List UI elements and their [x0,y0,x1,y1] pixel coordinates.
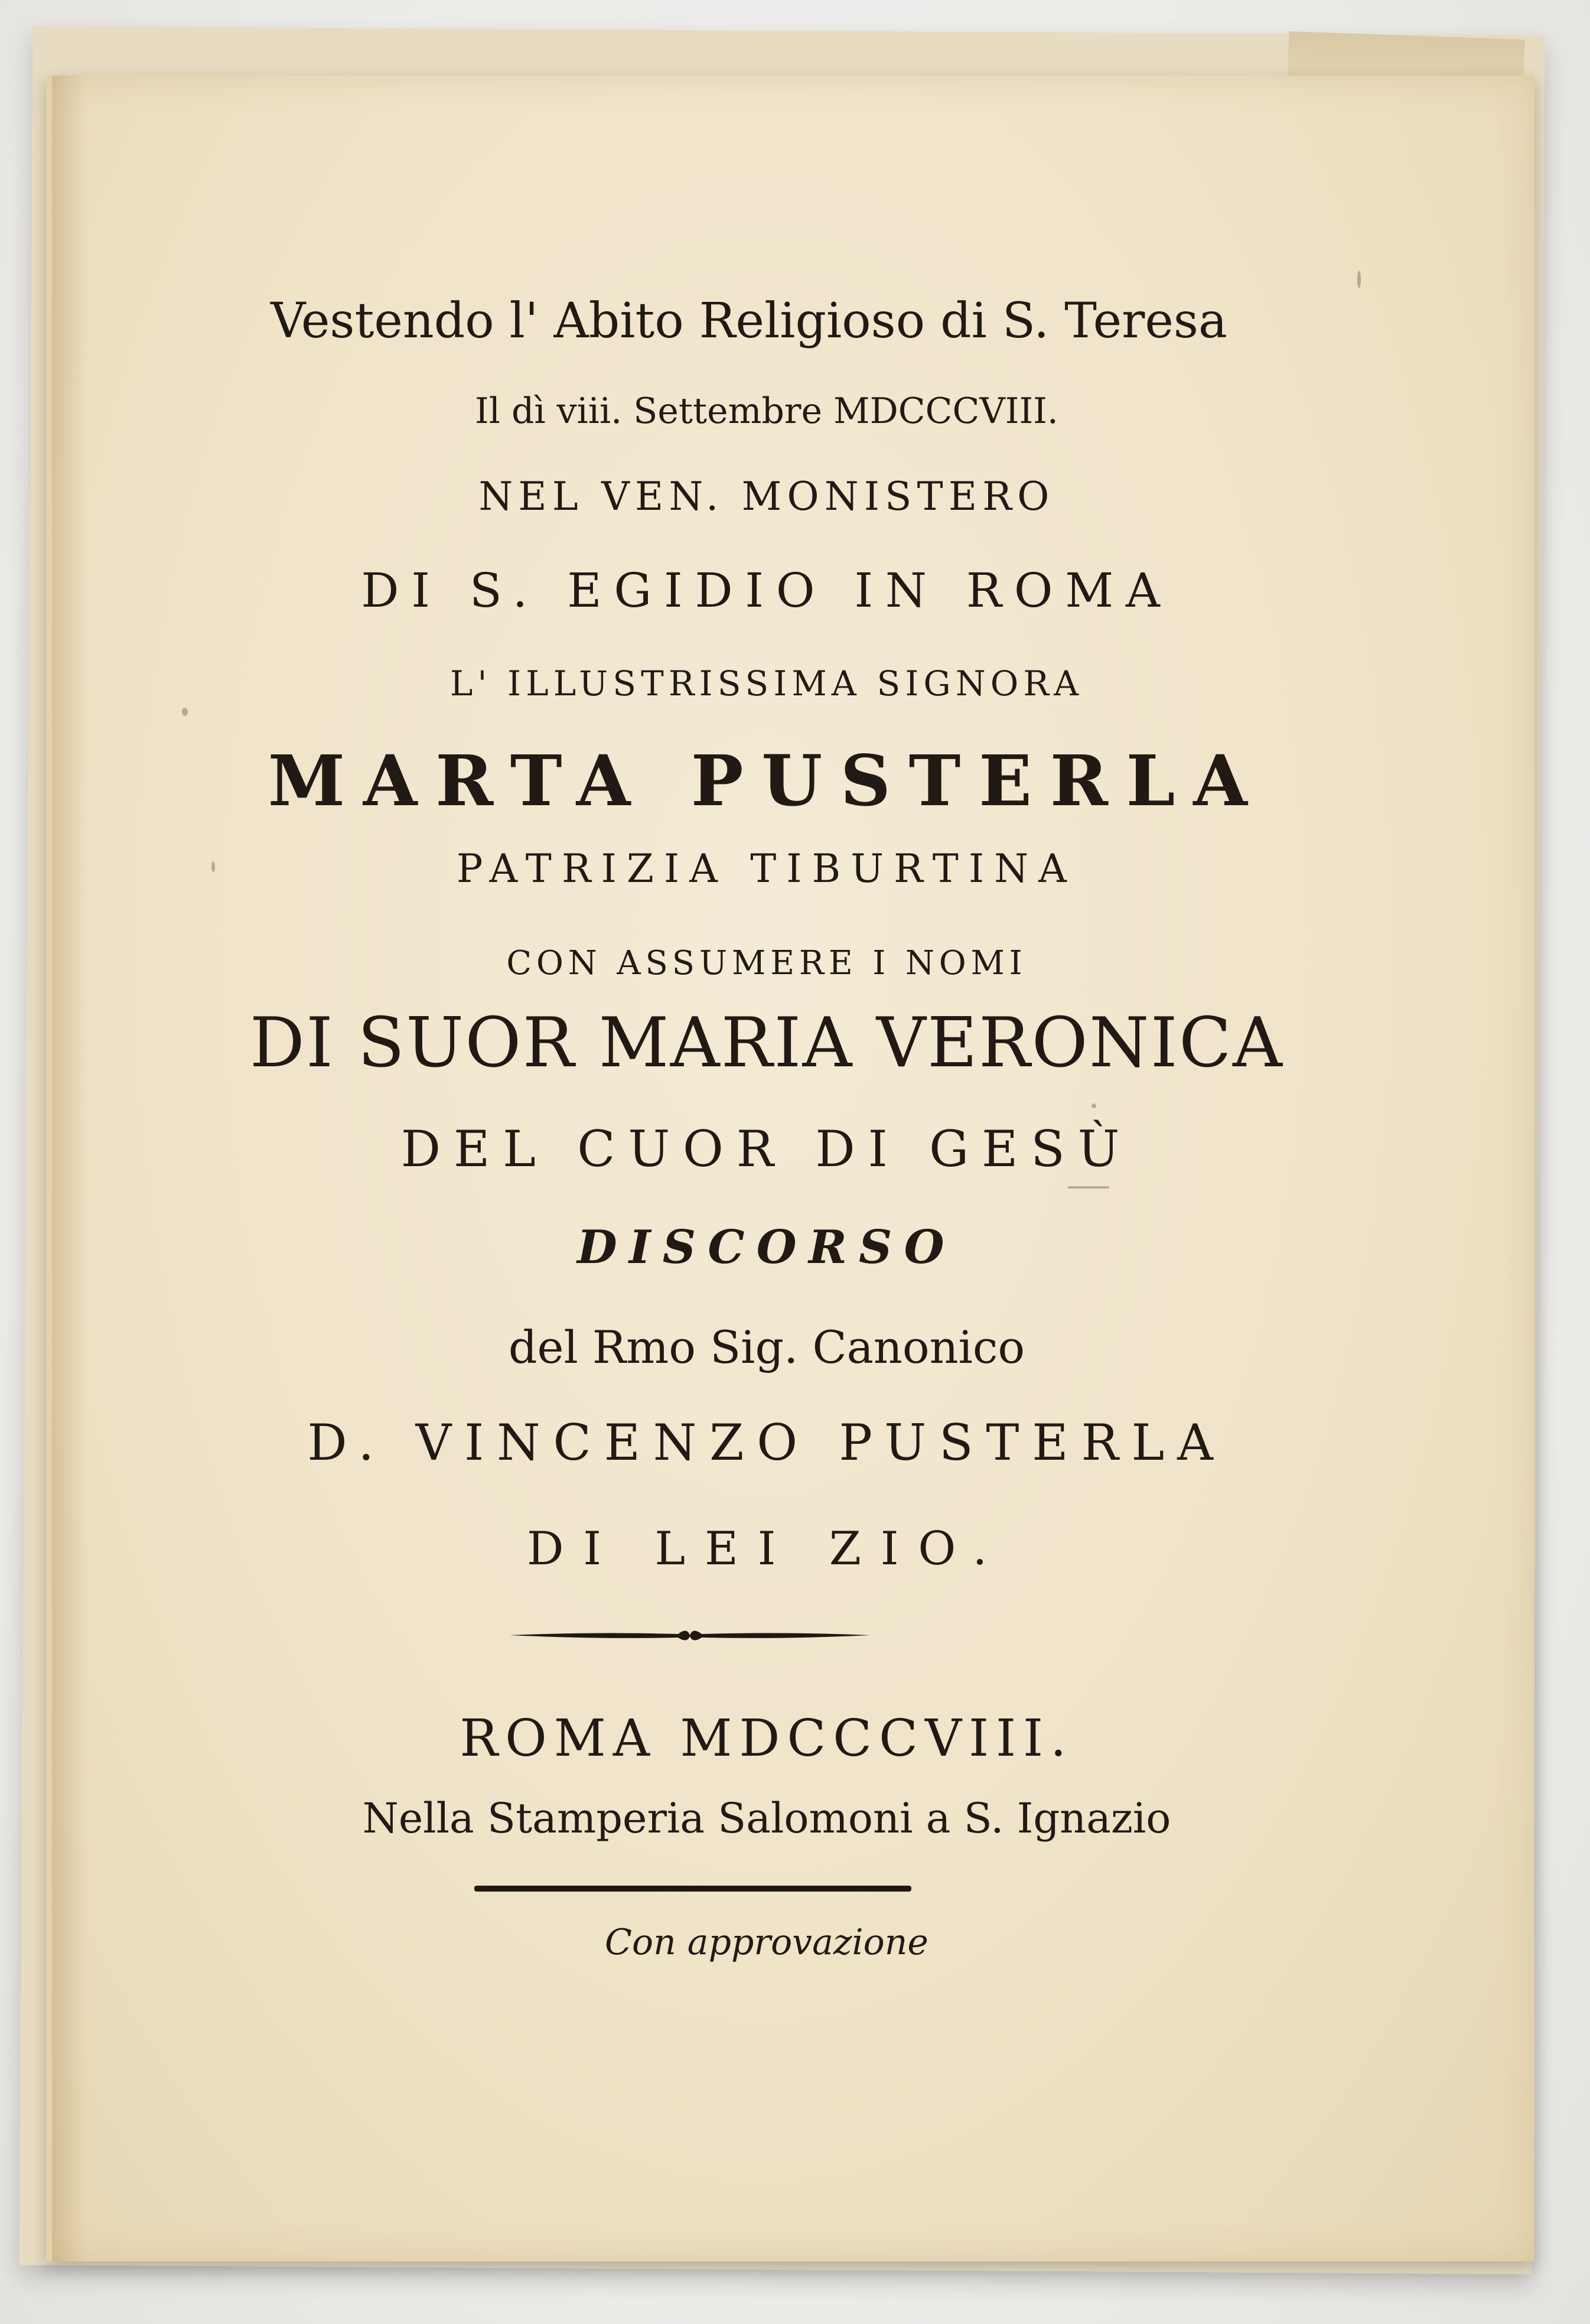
paper-speck [182,708,188,716]
honorific-line: L' ILLUSTRISSIMA SIGNORA [449,663,1084,704]
relation-line: DI LEI ZIO. [526,1522,1007,1576]
date-line: Il dì viii. Settembre MDCCCVIII. [475,390,1058,432]
location-line: DI S. EGIDIO IN ROMA [361,563,1172,618]
paper-speck [1068,1186,1109,1189]
patrician-line: PATRIZIA TIBURTINA [457,846,1077,891]
name-line: MARTA PUSTERLA [268,740,1266,822]
ornament-divider [507,1623,873,1647]
paper-speck [1357,271,1361,288]
approval-line: Con approvazione [605,1922,928,1963]
imprint-place-year: ROMA MDCCCVIII. [460,1709,1074,1768]
author-name-line: D. VINCENZO PUSTERLA [307,1414,1226,1472]
assume-names-line: CON ASSUMERE I NOMI [506,944,1027,982]
paper-speck [1092,1104,1096,1108]
religious-name-line-2: DEL CUOR DI GESÙ [400,1120,1133,1178]
author-title-line: del Rmo Sig. Canonico [508,1321,1025,1373]
rule-divider [474,1886,911,1892]
printer-line: Nella Stamperia Salomoni a S. Ignazio [362,1794,1171,1843]
dedication-line: Vestendo l' Abito Religioso di S. Teresa [271,293,1227,349]
title-page [46,76,1534,2261]
monastery-line: NEL VEN. MONISTERO [478,474,1055,519]
discourse-heading: DISCORSO [577,1220,956,1274]
religious-name-line: DI SUOR MARIA VERONICA [249,1003,1284,1083]
paper-speck [211,861,215,872]
